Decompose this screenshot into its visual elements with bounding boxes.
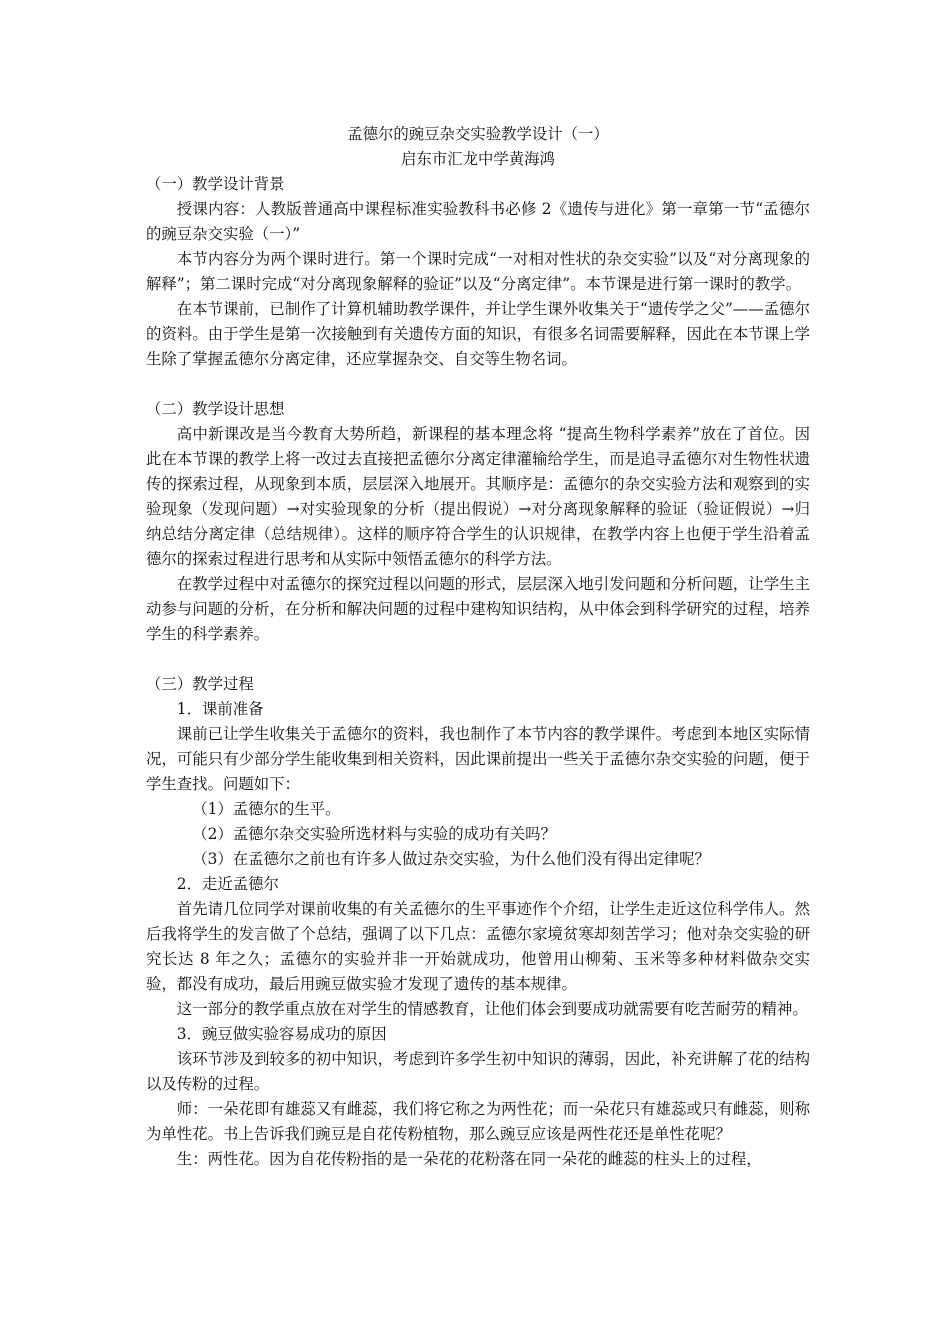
paragraph: 在本节课前，已制作了计算机辅助教学课件，并让学生课外收集关于“遗传学之父”——孟德尔的资料。由于学生是第一次接触到有关遗传方面的知识，有很多名词需要解释，因此在本节课上学生除了掌握孟德尔分离定律，还应掌握杂交、自交等生物名词。 xyxy=(146,300,810,368)
section-heading-design-thought: （二）教学设计思想 xyxy=(146,400,285,418)
paragraph: 该环节涉及到较多的初中知识，考虑到许多学生初中知识的薄弱，因此，补充讲解了花的结构以及传粉的过程。 xyxy=(146,1050,810,1093)
paragraph: 课前已让学生收集关于孟德尔的资料，我也制作了本节内容的教学课件。考虑到本地区实际情况，可能只有少部分学生能收集到相关资料，因此课前提出一些关于孟德尔杂交实验的问题，便于学生查找。问题如下： xyxy=(146,725,810,793)
document-title: 孟德尔的豌豆杂交实验教学设计（一） xyxy=(347,125,609,143)
question-item: （1）孟德尔的生平。 xyxy=(192,800,341,818)
document-page xyxy=(146,122,810,1172)
paragraph: 首先请几位同学对课前收集的有关孟德尔的生平事迹作个介绍，让学生走近这位科学伟人。然后我将学生的发言做了个总结，强调了以下几点：孟德尔家境贫寒却刻苦学习；他对杂交实验的研究长达 8 年之久；孟德尔的实验并非一开始就成功，他曾用山柳菊、玉米等多种材料做杂交实验，都没有成功，最后用豌豆做实验才发现了遗传的基本规律。 xyxy=(146,900,810,993)
subheading-preparation: 1．课前准备 xyxy=(176,700,264,718)
spacer xyxy=(146,647,810,672)
paragraph: 这一部分的教学重点放在对学生的情感教育，让他们体会到要成功就需要有吃苦耐劳的精神。 xyxy=(176,1000,808,1018)
paragraph: 师：一朵花即有雄蕊又有雌蕊，我们将它称之为两性花；而一朵花只有雄蕊或只有雌蕊，则称为单性花。书上告诉我们豌豆是自花传粉植物，那么豌豆应该是两性花还是单性花呢？ xyxy=(146,1100,810,1143)
section-heading-process: （三）教学过程 xyxy=(146,675,254,693)
document-author: 启东市汇龙中学黄海鸿 xyxy=(401,150,555,168)
paragraph: 在教学过程中对孟德尔的探究过程以问题的形式，层层深入地引发问题和分析问题，让学生主动参与问题的分析，在分析和解决问题的过程中建构知识结构，从中体会到科学研究的过程，培养学生的科学素养。 xyxy=(146,575,810,643)
spacer xyxy=(146,372,810,397)
paragraph: 授课内容：人教版普通高中课程标准实验教科书必修 2《遗传与进化》第一章第一节“孟德尔的豌豆杂交实验（一）” xyxy=(146,200,810,243)
question-item: （3）在孟德尔之前也有许多人做过杂交实验，为什么他们没有得出定律呢？ xyxy=(192,850,710,868)
subheading-pea-reason: 3．豌豆做实验容易成功的原因 xyxy=(176,1025,387,1043)
paragraph: 高中新课改是当今教育大势所趋，新课程的基本理念将 “提高生物科学素养”放在了首位。因此在本节课的教学上将一改过去直接把孟德尔分离定律灌输给学生，而是追寻孟德尔对生物性状遗传的探索过程，从现象到本质，层层深入地展开。其顺序是：孟德尔的杂交实验方法和观察到的实验现象（发现问题）→对实验现象的分析（提出假说）→对分离现象解释的验证（验证假说）→归纳总结分离定律（总结规律）。这样的顺序符合学生的认识规律，在教学内容上也便于学生沿着孟德尔的探索过程进行思考和从实际中领悟孟德尔的科学方法。 xyxy=(146,425,811,568)
paragraph: 本节内容分为两个课时进行。第一个课时完成“一对相对性状的杂交实验”以及“对分离现象的解释”；第二课时完成“对分离现象解释的验证”以及“分离定律”。本节课是进行第一课时的教学。 xyxy=(146,250,810,293)
section-heading-background: （一）教学设计背景 xyxy=(146,175,285,193)
subheading-mendel: 2．走近孟德尔 xyxy=(176,875,279,893)
paragraph: 生：两性花。因为自花传粉指的是一朵花的花粉落在同一朵花的雌蕊的柱头上的过程， xyxy=(176,1150,762,1168)
question-item: （2）孟德尔杂交实验所选材料与实验的成功有关吗？ xyxy=(192,825,556,843)
